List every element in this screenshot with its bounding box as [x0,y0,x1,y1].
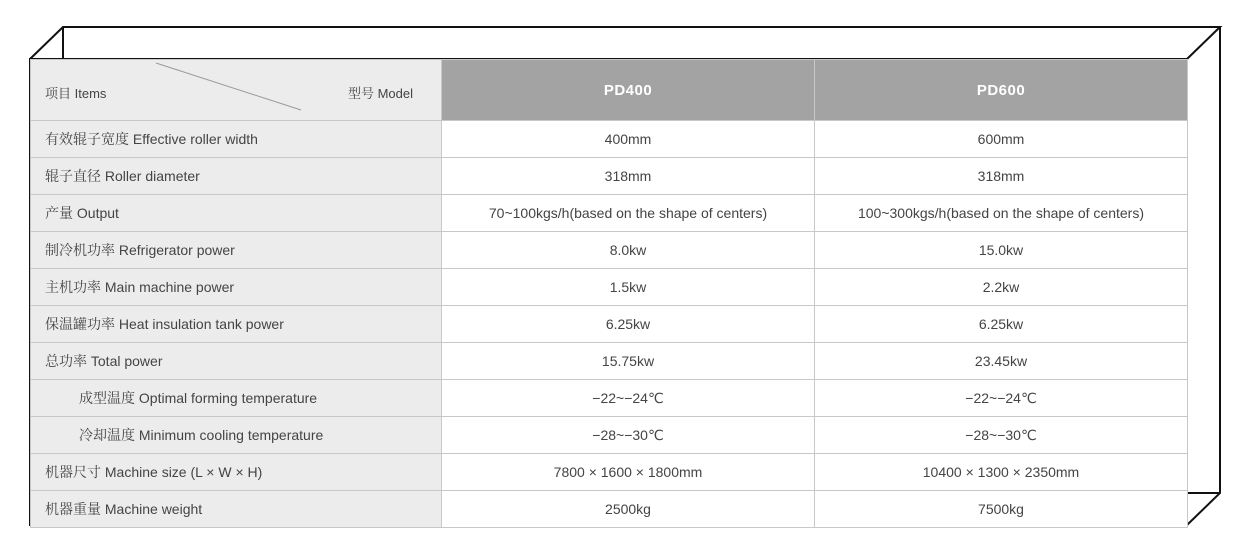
value-cell-pd600: 7500kg [815,491,1188,528]
table-row [31,491,1188,528]
value-cell-pd600: 15.0kw [815,232,1188,269]
table-row [31,121,1188,158]
value-cell-pd400: 1.5kw [442,269,815,306]
row-label: 制冷机功率 Refrigerator power [31,232,442,269]
items-label: 项目 Items [45,86,107,101]
value-cell-pd400: −22~−24℃ [442,380,815,417]
row-label: 机器重量 Machine weight [31,491,442,528]
row-label: 辊子直径 Roller diameter [31,158,442,195]
spec-table [30,59,1188,528]
row-label: 有效辊子宽度 Effective roller width [31,121,442,158]
value-cell-pd600: −28~−30℃ [815,417,1188,454]
value-cell-pd600: −22~−24℃ [815,380,1188,417]
value-cell-pd600: 23.45kw [815,343,1188,380]
value-cell-pd400: 8.0kw [442,232,815,269]
header-row [31,60,1188,121]
value-cell-pd400: −28~−30℃ [442,417,815,454]
corner-header-cell [31,60,442,121]
row-label: 机器尺寸 Machine size (L × W × H) [31,454,442,491]
row-label: 保温罐功率 Heat insulation tank power [31,306,442,343]
row-label: 主机功率 Main machine power [31,269,442,306]
value-cell-pd400: 70~100kgs/h(based on the shape of centers) [442,195,815,232]
value-cell-pd600: 600mm [815,121,1188,158]
value-cell-pd400: 6.25kw [442,306,815,343]
table-row [31,158,1188,195]
model-header-pd400: PD400 [442,60,815,121]
model-label: 型号 Model [347,86,413,101]
table-row [31,380,1188,417]
value-cell-pd400: 2500kg [442,491,815,528]
row-label: 成型温度 Optimal forming temperature [31,380,442,417]
value-cell-pd400: 318mm [442,158,815,195]
table-row [31,417,1188,454]
value-cell-pd600: 2.2kw [815,269,1188,306]
value-cell-pd400: 400mm [442,121,815,158]
value-cell-pd400: 7800 × 1600 × 1800mm [442,454,815,491]
value-cell-pd600: 6.25kw [815,306,1188,343]
table-row [31,269,1188,306]
row-label: 总功率 Total power [31,343,442,380]
row-label: 产量 Output [31,195,442,232]
table-row [31,195,1188,232]
table-row [31,454,1188,491]
value-cell-pd600: 100~300kgs/h(based on the shape of centers) [815,195,1188,232]
model-header-pd600: PD600 [815,60,1188,121]
value-cell-pd400: 15.75kw [442,343,815,380]
value-cell-pd600: 10400 × 1300 × 2350mm [815,454,1188,491]
table-row [31,232,1188,269]
row-label: 冷却温度 Minimum cooling temperature [31,417,442,454]
value-cell-pd600: 318mm [815,158,1188,195]
table-row [31,306,1188,343]
table-row [31,343,1188,380]
